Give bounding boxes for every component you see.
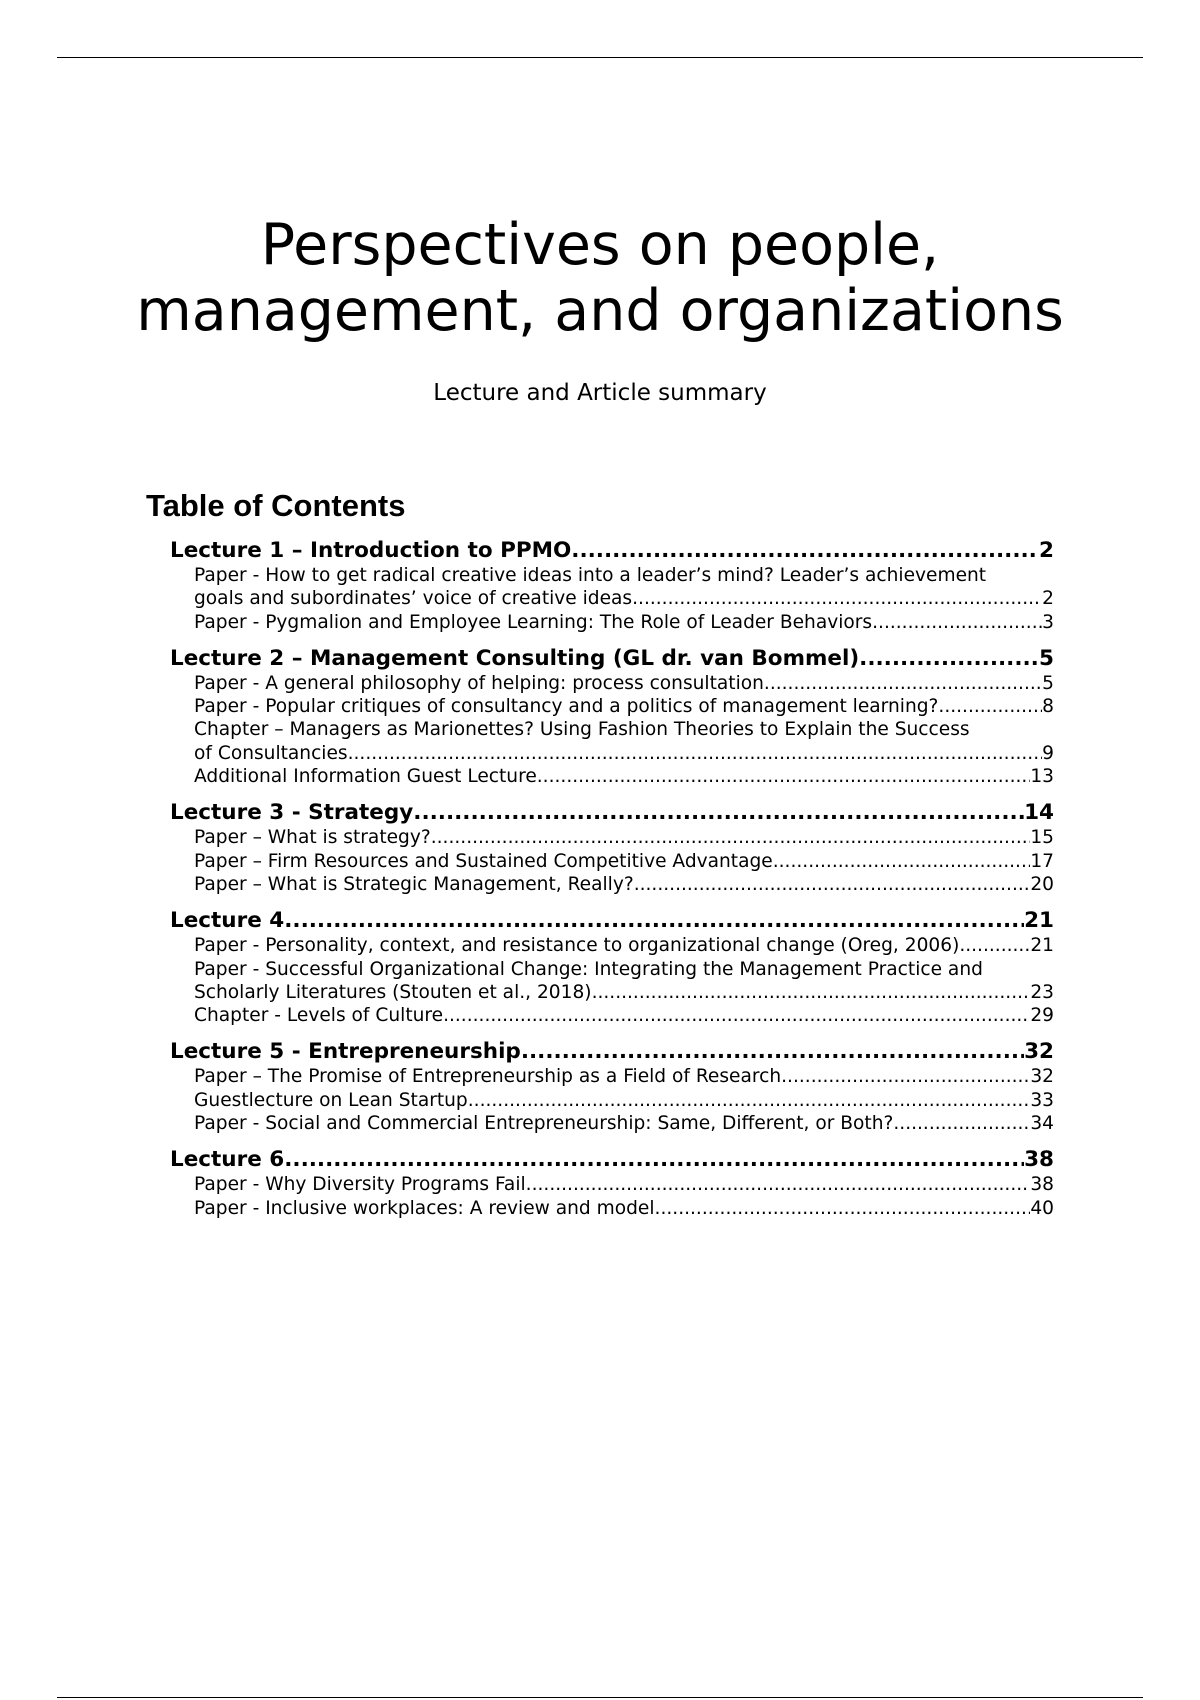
toc-section-lecture-6 — [170, 1147, 1054, 1220]
table-of-contents — [170, 538, 1054, 1232]
toc-leader-dots — [413, 800, 1024, 826]
toc-section-lecture-2 — [170, 646, 1054, 788]
toc-entry-title-line2: of Consultancies — [194, 742, 348, 764]
toc-leader-dots — [571, 538, 1039, 564]
toc-leader-dots — [443, 1004, 1030, 1027]
toc-entry-title: Paper - Inclusive workplaces: A review and model — [194, 1197, 655, 1219]
toc-section-lecture-5 — [170, 1039, 1054, 1135]
toc-page-number: 21 — [1030, 935, 1054, 957]
toc-leader-dots — [872, 611, 1042, 634]
toc-page-number: 38 — [1030, 1174, 1054, 1196]
toc-page-number: 29 — [1030, 1005, 1054, 1027]
toc-leader-dots — [348, 742, 1043, 765]
toc-entry-title-line2: goals and subordinates’ voice of creative ideas — [194, 588, 633, 610]
toc-entry-l1-paper-2[interactable] — [194, 611, 1054, 634]
toc-leader-dots — [859, 646, 1039, 672]
toc-entry-title-line2: Scholarly Literatures (Stouten et al., 2018) — [194, 981, 592, 1003]
toc-page-number: 2 — [1039, 538, 1054, 563]
toc-leader-dots — [959, 934, 1030, 957]
title-line-2: management, and organizations — [136, 278, 1064, 344]
toc-leader-dots — [893, 1112, 1030, 1135]
toc-leader-dots — [592, 981, 1031, 1004]
toc-page-number: 5 — [1042, 672, 1054, 694]
toc-entry-l2-guest-lecture[interactable] — [194, 765, 1054, 788]
document-title — [0, 212, 1200, 344]
toc-entry-title: Lecture 3 - Strategy — [170, 800, 414, 826]
toc-entry-l3-paper-3[interactable] — [194, 873, 1054, 896]
toc-entry-title-line1: Paper - Successful Organizational Change: Integrating the Management Practice and — [194, 958, 983, 980]
toc-entry-l5-guest-lecture[interactable] — [194, 1089, 1054, 1112]
toc-page-number: 32 — [1024, 1039, 1054, 1065]
toc-entry-title: Paper - Pygmalion and Employee Learning: The Role of Leader Behaviors — [194, 611, 873, 633]
toc-entry-l5-paper-2[interactable] — [194, 1112, 1054, 1135]
toc-entry-l4-paper-2[interactable] — [194, 958, 1054, 1005]
toc-page-number: 13 — [1030, 766, 1054, 788]
toc-entry-l3-paper-2[interactable] — [194, 850, 1054, 873]
toc-entry-l3-paper-1[interactable] — [194, 826, 1054, 849]
toc-page-number: 23 — [1030, 981, 1054, 1003]
toc-entry-title: Guestlecture on Lean Startup — [194, 1089, 468, 1111]
toc-entry-title: Paper – Firm Resources and Sustained Competitive Advantage — [194, 850, 773, 872]
toc-page-number: 32 — [1030, 1066, 1054, 1088]
toc-entry-title: Paper - Popular critiques of consultancy and a politics of management learning? — [194, 696, 939, 718]
toc-entry-title: Paper - A general philosophy of helping: process consultation — [194, 672, 764, 694]
toc-entry-l2-paper-1[interactable] — [194, 672, 1054, 695]
toc-leader-dots — [781, 1065, 1030, 1088]
toc-page-number: 20 — [1030, 873, 1054, 895]
toc-entry-title: Paper – What is Strategic Management, Really? — [194, 873, 634, 895]
toc-entry-title: Lecture 6 — [170, 1147, 285, 1173]
toc-leader-dots — [521, 1039, 1024, 1065]
toc-entry-l2-chapter[interactable] — [194, 718, 1054, 765]
footer-rule — [57, 1697, 1143, 1698]
toc-entry-l1-paper-1[interactable] — [194, 564, 1054, 611]
toc-leader-dots — [468, 1089, 1031, 1112]
toc-page-number: 9 — [1042, 742, 1054, 764]
toc-entry-l6-paper-2[interactable] — [194, 1197, 1054, 1220]
toc-leader-dots — [773, 850, 1031, 873]
toc-entry-lecture-4[interactable] — [170, 908, 1054, 934]
toc-leader-dots — [284, 1147, 1024, 1173]
document-subtitle: Lecture and Article summary — [433, 380, 767, 406]
toc-leader-dots — [634, 873, 1031, 896]
toc-page-number: 40 — [1030, 1197, 1054, 1219]
toc-page-number: 3 — [1042, 611, 1054, 633]
toc-entry-title: Paper – What is strategy? — [194, 827, 431, 849]
title-line-1: Perspectives on people, — [260, 212, 940, 278]
toc-entry-title: Paper – The Promise of Entrepreneurship as a Field of Research — [194, 1066, 782, 1088]
toc-entry-lecture-6[interactable] — [170, 1147, 1054, 1173]
header-rule — [57, 57, 1143, 58]
toc-entry-title: Lecture 1 – Introduction to PPMO — [170, 538, 572, 563]
toc-page-number: 21 — [1024, 908, 1054, 934]
toc-entry-lecture-1[interactable] — [170, 538, 1054, 564]
toc-entry-lecture-3[interactable] — [170, 800, 1054, 826]
toc-entry-title: Paper - Social and Commercial Entrepreneurship: Same, Different, or Both? — [194, 1113, 894, 1135]
toc-leader-dots — [537, 765, 1031, 788]
toc-page-number: 5 — [1039, 645, 1054, 671]
toc-page-number: 17 — [1030, 850, 1054, 872]
toc-page-number: 14 — [1024, 800, 1054, 826]
toc-page-number: 33 — [1030, 1089, 1054, 1111]
toc-leader-dots — [526, 1173, 1031, 1196]
toc-entry-title: Lecture 2 – Management Consulting (GL dr. van Bommel) — [170, 645, 860, 671]
toc-leader-dots — [938, 695, 1042, 718]
toc-entry-l2-paper-2[interactable] — [194, 695, 1054, 718]
toc-section-lecture-4 — [170, 908, 1054, 1027]
toc-entry-title: Paper - Personality, context, and resistance to organizational change (Oreg, 2006) — [194, 935, 960, 957]
toc-page-number: 34 — [1030, 1113, 1054, 1135]
toc-entry-title-line1: Chapter – Managers as Marionettes? Using Fashion Theories to Explain the Success — [194, 719, 970, 741]
toc-leader-dots — [632, 587, 1042, 610]
toc-entry-title: Additional Information Guest Lecture — [194, 766, 537, 788]
toc-page-number: 15 — [1030, 827, 1054, 849]
toc-leader-dots — [655, 1197, 1031, 1220]
toc-entry-title: Chapter - Levels of Culture — [194, 1005, 444, 1027]
toc-page-number: 2 — [1042, 588, 1054, 610]
toc-entry-l4-paper-1[interactable] — [194, 934, 1054, 957]
toc-entry-lecture-5[interactable] — [170, 1039, 1054, 1065]
toc-leader-dots — [284, 908, 1024, 934]
toc-entry-title: Lecture 4 — [170, 908, 285, 934]
toc-leader-dots — [764, 672, 1042, 695]
toc-leader-dots — [431, 826, 1031, 849]
toc-section-lecture-3 — [170, 800, 1054, 896]
toc-entry-title: Paper - Why Diversity Programs Fail — [194, 1174, 526, 1196]
toc-entry-title-line1: Paper - How to get radical creative ideas into a leader’s mind? Leader’s achievement — [194, 565, 987, 586]
toc-entry-l4-chapter[interactable] — [194, 1004, 1054, 1027]
toc-section-lecture-1 — [170, 538, 1054, 634]
toc-page-number: 38 — [1024, 1147, 1054, 1173]
toc-entry-l5-paper-1[interactable] — [194, 1065, 1054, 1088]
toc-page-number: 8 — [1042, 696, 1054, 718]
toc-heading: Table of Contents — [146, 488, 406, 523]
toc-entry-lecture-2[interactable] — [170, 646, 1054, 672]
toc-entry-l6-paper-1[interactable] — [194, 1173, 1054, 1196]
toc-entry-title: Lecture 5 - Entrepreneurship — [170, 1039, 521, 1065]
